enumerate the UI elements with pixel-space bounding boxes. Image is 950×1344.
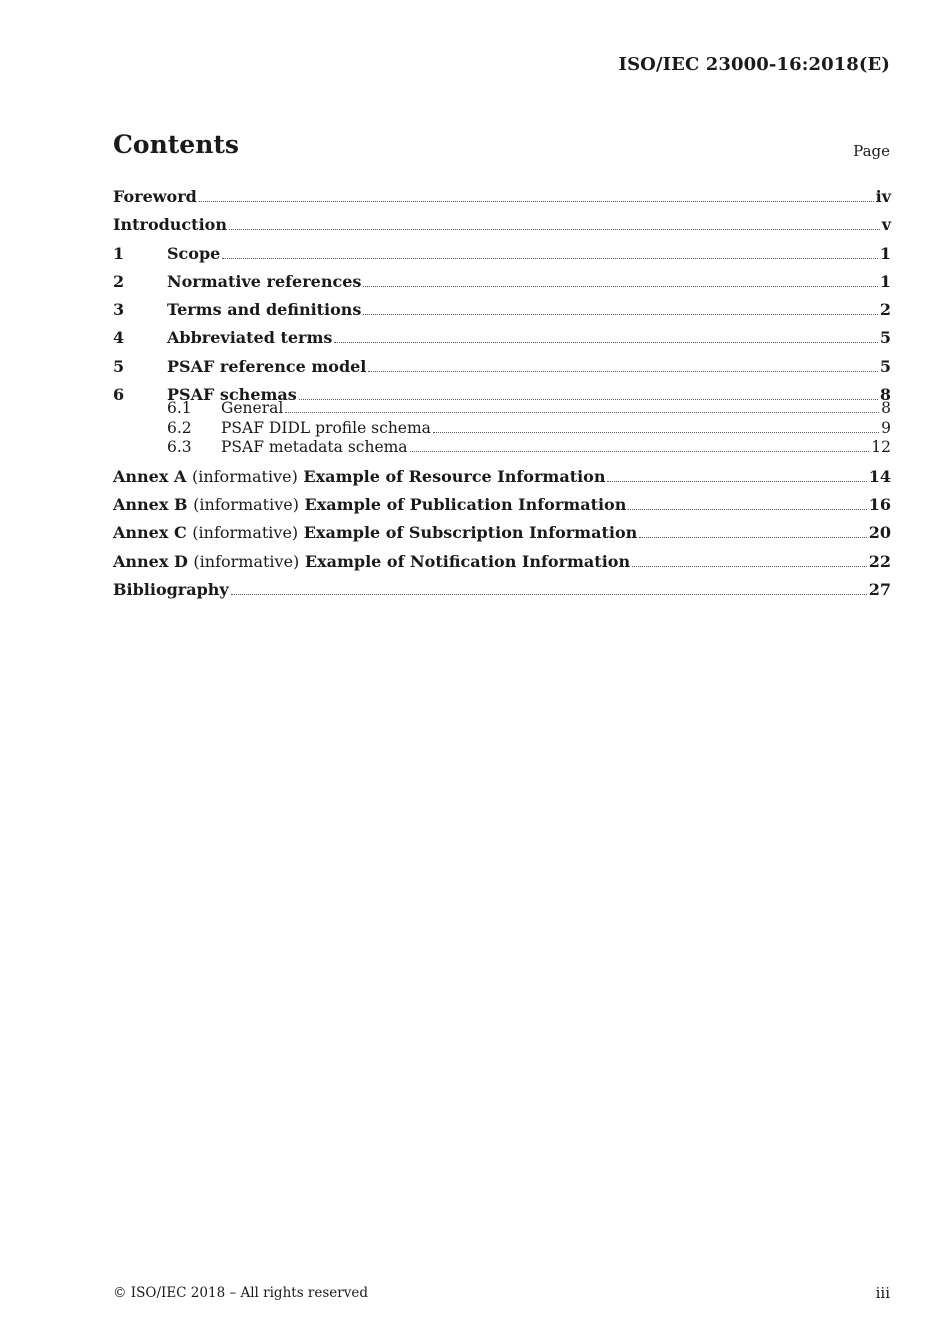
annex-label: Annex D — [113, 551, 188, 571]
toc-entry-page: 16 — [868, 495, 891, 515]
toc-entry-page: 27 — [868, 580, 891, 600]
toc-entry-normative-references[interactable] — [113, 268, 891, 296]
toc-entry-page: 5 — [879, 356, 891, 376]
toc-heading: Contents — [113, 130, 240, 159]
dot-leader — [628, 509, 866, 510]
toc-entry-page: iv — [875, 187, 891, 206]
dot-leader — [231, 594, 867, 595]
toc-entry-annex-c[interactable] — [113, 519, 891, 547]
toc-subentry-didl-profile-schema[interactable] — [113, 419, 891, 439]
toc-entry-number: 5 — [113, 356, 125, 376]
annex-type: (informative) — [193, 495, 299, 515]
toc-entry-annex-d[interactable] — [113, 548, 891, 576]
toc-entry-title — [113, 519, 637, 547]
toc-entry-title: Normative references — [167, 271, 362, 291]
dot-leader — [363, 286, 877, 287]
toc-entry-scope[interactable] — [113, 240, 891, 268]
toc-entry-title: Foreword — [113, 187, 197, 206]
toc-subentry-metadata-schema[interactable] — [113, 438, 891, 458]
toc-entry-title: Terms and definitions — [167, 300, 362, 320]
toc-entry-title: General — [221, 399, 284, 418]
toc-entry-number: 6.3 — [167, 438, 192, 457]
annex-title: Example of Publication Information — [304, 495, 627, 515]
toc-entry-page: v — [881, 215, 891, 235]
document-id: ISO/IEC 23000-16:2018(E) — [618, 54, 890, 75]
toc-entry-title: PSAF metadata schema — [221, 438, 408, 457]
dot-leader — [368, 371, 877, 372]
toc-entry-introduction[interactable] — [113, 211, 891, 239]
toc-entry-title: PSAF reference model — [167, 356, 367, 376]
toc-entry-terms-and-definitions[interactable] — [113, 296, 891, 324]
annex-label: Annex C — [113, 523, 187, 543]
toc-entry-annex-b[interactable] — [113, 491, 891, 519]
toc-entry-title — [113, 548, 630, 576]
dot-leader — [229, 229, 880, 230]
dot-leader — [433, 432, 879, 433]
dot-leader — [607, 481, 866, 482]
dot-leader — [199, 201, 874, 202]
toc-entry-page: 5 — [879, 328, 891, 348]
toc-entry-number: 6.1 — [167, 399, 192, 418]
dot-leader — [299, 399, 878, 400]
toc-entry-number: 1 — [113, 243, 125, 263]
toc-entry-page: 2 — [879, 300, 891, 320]
toc-entry-page: 20 — [868, 523, 891, 543]
annex-type: (informative) — [191, 466, 298, 486]
annex-title: Example of Resource Information — [303, 466, 606, 486]
toc-entry-number: 4 — [113, 328, 125, 348]
annex-title: Example of Notification Information — [304, 551, 631, 571]
annex-type: (informative) — [193, 551, 300, 571]
toc-entry-page: 8 — [879, 385, 891, 405]
copyright-notice: © ISO/IEC 2018 – All rights reserved — [113, 1285, 368, 1301]
toc-entry-title: Bibliography — [113, 580, 229, 600]
dot-leader — [363, 314, 877, 315]
dot-leader — [639, 537, 866, 538]
toc-entry-page: 1 — [879, 271, 891, 291]
toc-entry-page: 22 — [868, 551, 891, 571]
toc-entry-page: 12 — [871, 438, 891, 457]
annex-label: Annex B — [113, 495, 188, 515]
dot-leader — [410, 451, 870, 452]
toc-entry-title: Scope — [167, 243, 221, 263]
toc-entry-annex-a[interactable] — [113, 463, 891, 491]
toc-entry-title: Introduction — [113, 215, 227, 235]
toc-entry-page: 8 — [881, 399, 891, 418]
toc-entry-bibliography[interactable] — [113, 576, 891, 604]
toc-entry-number: 6 — [113, 385, 125, 405]
dot-leader — [222, 258, 878, 259]
toc-entry-title — [113, 491, 626, 519]
page-column-label: Page — [853, 142, 890, 160]
annex-title: Example of Subscription Information — [303, 523, 638, 543]
toc-entry-title: Abbreviated terms — [167, 328, 333, 348]
dot-leader — [285, 412, 879, 413]
toc-entry-page: 9 — [881, 418, 891, 437]
page-number: iii — [875, 1284, 890, 1302]
dot-leader — [632, 566, 867, 567]
toc-entry-number: 2 — [113, 271, 125, 291]
toc-entry-number: 6.2 — [167, 418, 192, 437]
toc-entry-foreword[interactable] — [113, 183, 891, 211]
toc-entry-number: 3 — [113, 300, 125, 320]
toc-entry-page: 14 — [868, 466, 891, 486]
toc-entry-abbreviated-terms[interactable] — [113, 324, 891, 352]
toc-entry-title: PSAF schemas — [167, 385, 297, 405]
toc-entry-title: PSAF DIDL profile schema — [221, 418, 431, 437]
toc-subentry-general[interactable] — [113, 399, 891, 419]
annex-type: (informative) — [192, 523, 299, 543]
toc-entry-psaf-reference-model[interactable] — [113, 353, 891, 381]
toc-entry-page: 1 — [879, 243, 891, 263]
dot-leader — [334, 342, 877, 343]
annex-label: Annex A — [113, 466, 187, 486]
table-of-contents — [113, 183, 891, 604]
toc-entry-title — [113, 463, 605, 491]
